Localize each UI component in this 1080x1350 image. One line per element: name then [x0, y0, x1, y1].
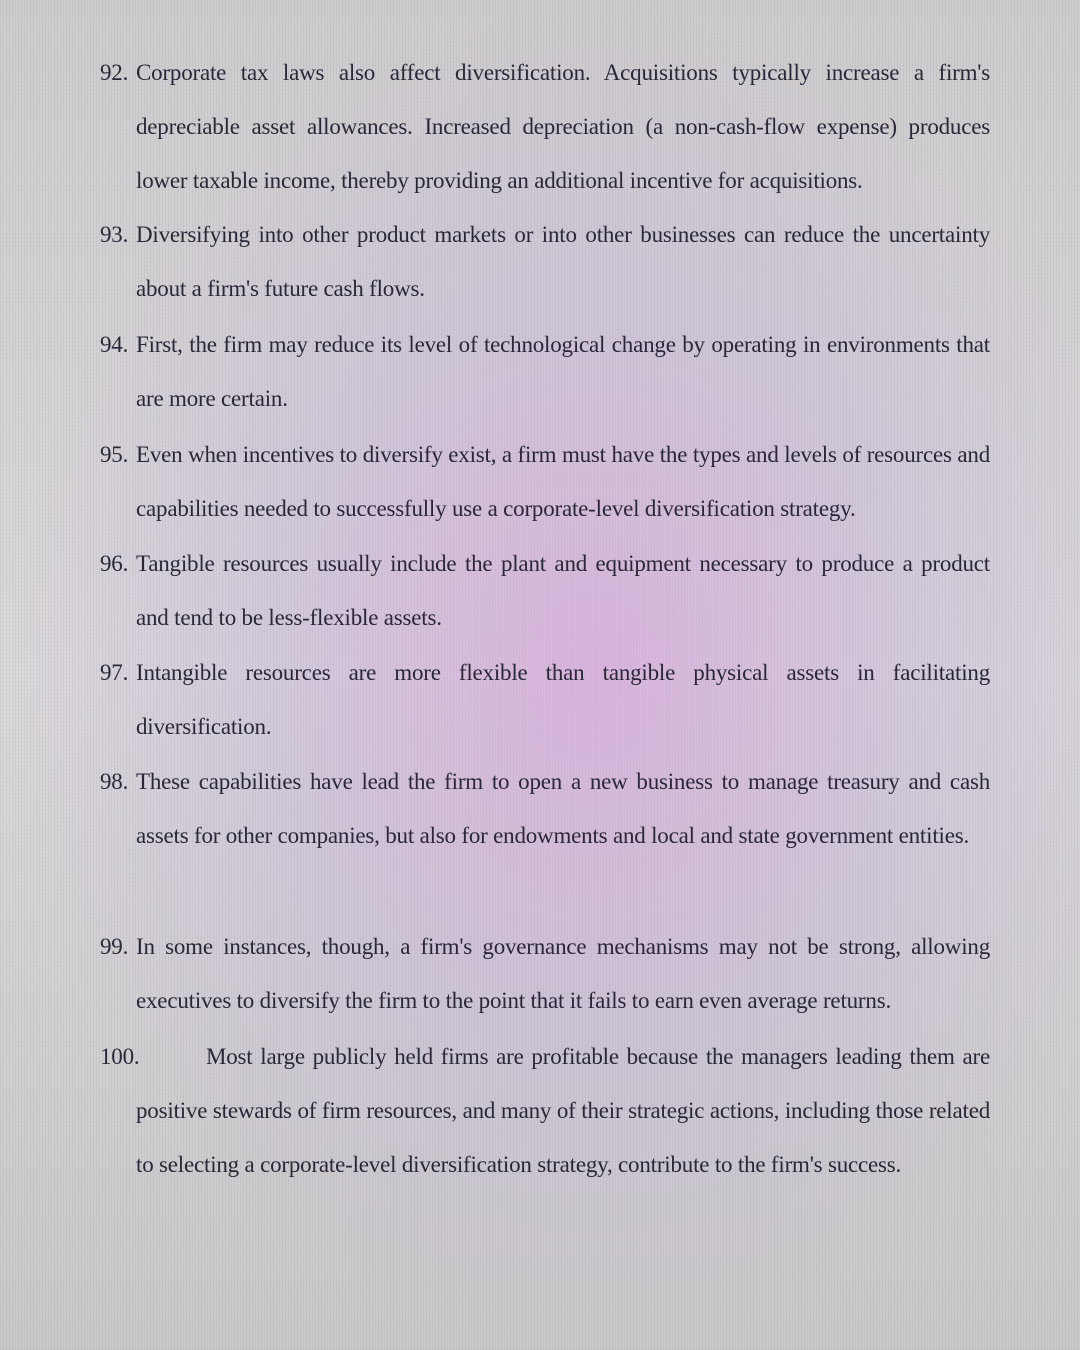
list-item-97 — [100, 646, 990, 754]
list-item-92 — [100, 46, 990, 208]
item-text: Most large publicly held firms are profitable because the managers leading them are positive stewards of firm resources, and many of their strategic actions, including those related to selecting a corporate-level diversification strategy, contribute to the firm's success. — [136, 1044, 990, 1177]
item-number: 92. — [100, 60, 129, 85]
item-text: These capabilities have lead the firm to open a new business to manage treasury and cash assets for other companies, but also for endowments and local and state government entities. — [136, 769, 990, 848]
list-item-94 — [100, 318, 990, 426]
item-text: Diversifying into other product markets or into other businesses can reduce the uncertainty about a firm's future cash flows. — [136, 222, 990, 301]
list-item-98 — [100, 755, 990, 863]
item-number: 94. — [100, 332, 129, 357]
item-text: Intangible resources are more flexible than tangible physical assets in facilitating diversification. — [136, 660, 990, 739]
item-number: 98. — [100, 769, 129, 794]
item-text: Tangible resources usually include the plant and equipment necessary to produce a product and tend to be less-flexible assets. — [136, 551, 990, 630]
item-number: 96. — [100, 551, 129, 576]
item-text: Even when incentives to diversify exist, a firm must have the types and levels of resources and capabilities needed to successfully use a corporate-level diversification strategy. — [136, 442, 990, 521]
list-item-96 — [100, 537, 990, 645]
item-number: 97. — [100, 660, 129, 685]
item-number: 95. — [100, 442, 129, 467]
item-number: 99. — [100, 934, 129, 959]
list-item-99 — [100, 920, 990, 1028]
item-text: Corporate tax laws also affect diversification. Acquisitions typically increase a firm's depreciable asset allowances. Increased depreciation (a non-cash-flow expense) produces lower taxable income, thereby providing an additional incentive for acquisitions. — [136, 60, 990, 193]
item-text: First, the firm may reduce its level of technological change by operating in environments that are more certain. — [136, 332, 990, 411]
item-text: In some instances, though, a firm's governance mechanisms may not be strong, allowing executives to diversify the firm to the point that it fails to earn even average returns. — [136, 934, 990, 1013]
list-item-95 — [100, 428, 990, 536]
list-item-100 — [100, 1030, 990, 1192]
item-number: 100. — [100, 1044, 140, 1069]
list-item-93 — [100, 208, 990, 316]
item-number: 93. — [100, 222, 129, 247]
